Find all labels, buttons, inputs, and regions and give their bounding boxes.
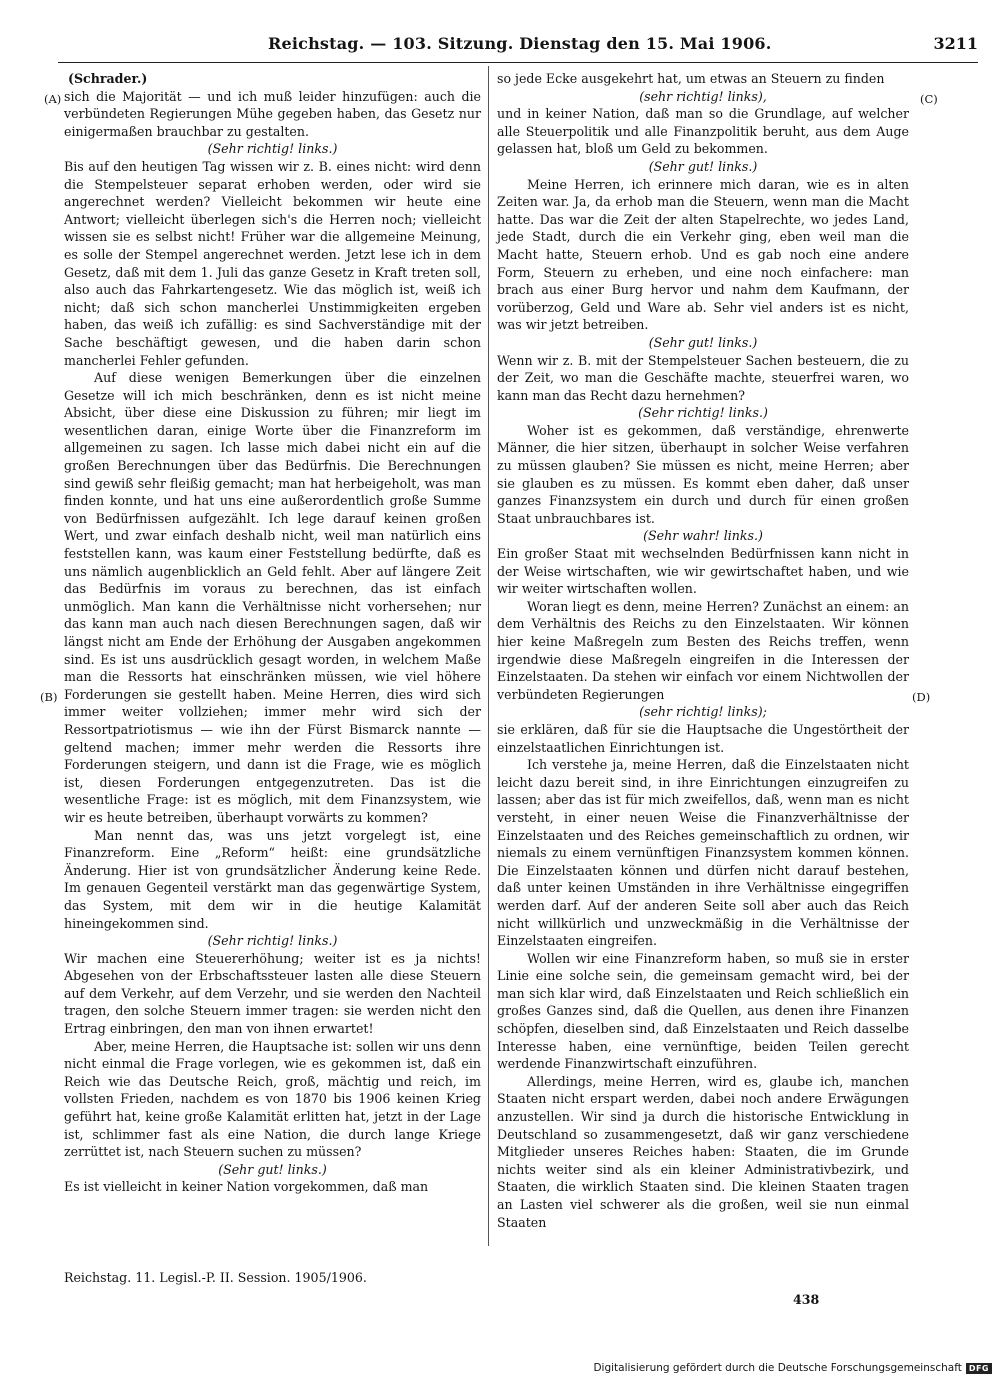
paragraph: Auf diese wenigen Bemerkungen über die einzelnen Gesetze will ich mich beschränken, denn es ist nicht meine Absicht, über diese eine Diskussion zu führen; mir liegt im wesentlichen daran, einige Worte über die Finanzreform im allgemeinen zu sagen. Ich lasse mich dabei nicht ein auf die großen Berechnungen über das Bedürfnis. Die Berechnungen sind gewiß sehr fleißig gemacht; man hat herbeigeholt, was man finden konnte, und hat uns eine außerordentlich große Summe von Bedürfnissen aufgezählt. Ich lege darauf keinen großen Wert, und zwar einfach deshalb nicht, weil man natürlich eins feststellen kann, was kaum einer Feststellung bedürfte, daß es uns nämlich augenblicklich an Geld fehlt. Aber auf längere Zeit das Bedürfnis im voraus zu berechnen, das ist einfach unmöglich. Man kann die Verhältnisse nicht vorhersehen; nur das kann man auch nach diesen Berechnungen sagen, daß wir längst nicht am Ende der Erhöhung der Ausgaben angekommen sind. Es ist uns ausdrücklich gesagt worden, in welchem Maße man die Ressorts hat einschränken müssen, wie viel höhere Forderungen sie gestellt haben. Meine Herren, dies wird sich immer weiter vollziehen; immer mehr wird sich der Ressortpatriotismus — wie ihn der Fürst Bismarck nannte — geltend machen; immer mehr werden die Ressorts ihre Forderungen steigern, und dann ist die Frage, wie es möglich ist, diesen Forderungen entgegenzutreten. Das ist die wesentliche Frage: ist es möglich, mit dem Finanzsystem, wie wir es heute betreiben, überhaupt vorwärts zu kommen? [64, 370, 481, 825]
paragraph: sie erklären, daß für sie die Hauptsache die Ungestörtheit der einzelstaatlichen Einrichtungen ist. [497, 721, 909, 755]
column-divider [488, 66, 489, 1246]
footer-session: Reichstag. 11. Legisl.-P. II. Session. 1905/1906. [64, 1270, 367, 1285]
paragraph: Aber, meine Herren, die Hauptsache ist: sollen wir uns denn nicht einmal die Frage vorlegen, wie es gekommen ist, daß ein Reich wie das Deutsche Reich, groß, mächtig und reich, im vollsten Frieden, nachdem es von 1870 bis 1906 keinen Krieg geführt hat, keine große Kalamität erlitten hat, jetzt in der Lage ist, schlimmer fast als eine Nation, die durch lange Kriege zerrüttet ist, nach Steuern suchen zu müssen? [64, 1038, 481, 1160]
interjection: (Sehr gut! links.) [648, 158, 758, 174]
digitization-note [593, 1362, 992, 1374]
paragraph: Allerdings, meine Herren, wird es, glaube ich, manchen Staaten nicht erspart werden, dabei noch andere Erwägungen anzustellen. Wir sind ja durch die historische Entwicklung in Deutschland so zusammengesetzt, daß wir ganz verschiedene Mitglieder unseres Reiches haben: Staaten, die im Grunde nichts weiter sind als ein kleiner Administrativbezirk, und Staaten, die wirklich Staaten sind. Die kleinen Staaten tragen an Lasten viel schwerer als die großen, weil sie nun einmal Staaten [497, 1073, 909, 1230]
paragraph: Meine Herren, ich erinnere mich daran, wie es in alten Zeiten war. Ja, da erhob man die Steuern, wenn man die Macht hatte. Das war die Zeit der alten Stapelrechte, wo jedes Land, jede Stadt, durch die ein Verkehr ging, eben weil man die Macht hatte, Steuern erhob. Und es gab noch eine andere Form, Steuern zu erheben, und eine noch einfachere: man brach aus einer Burg hervor und nahm dem Kaufmann, der vorüberzog, Geld und Ware ab. Sehr viel anders ist es nicht, was wir jetzt betreiben. [497, 176, 909, 333]
paragraph: Bis auf den heutigen Tag wissen wir z. B. eines nicht: wird denn die Stempelsteuer separat erhoben werden, oder wird sie angerechnet werden? Vielleicht bekommen wir heute eine Antwort; vielleicht überlegen sich's die Herren noch; vielleicht wissen sie es selbst nicht! Früher war die allgemeine Meinung, es solle der Stempel angerechnet werden. Jetzt lese ich in dem Gesetz, daß mit dem 1. Juli das ganze Gesetz in Kraft treten soll, also auch das Fahrkartengesetz. Wie das möglich ist, weiß ich nicht; daß sich schon mancherlei Unstimmigkeiten ergeben haben, das weiß ich zufällig: es sind Sachverständige mit der Sache beschäftigt gewesen, und die haben darin schon mancherlei Fehler gefunden. [64, 158, 481, 368]
paragraph: Wenn wir z. B. mit der Stempelsteuer Sachen besteuern, die zu der Zeit, wo man die Geschäfte machte, steuerfrei waren, wo kann man das Recht dazu hernehmen? [497, 352, 909, 403]
page-header [0, 30, 1000, 64]
interjection: (Sehr richtig! links.) [638, 405, 768, 421]
paragraph: Ein großer Staat mit wechselnden Bedürfnissen kann nicht in der Weise wirtschaften, wie wir gewirtschaftet haben, und wie wir weiter wirtschaften wollen. [497, 546, 909, 597]
paragraph: und in keiner Nation, daß man so die Grundlage, auf welcher alle Steuerpolitik und alle Finanzpolitik beruht, aus dem Auge gelassen hat, bloß um Geld zu bekommen. [497, 106, 909, 157]
interjection: (sehr richtig! links), [639, 88, 767, 104]
speaker-name: (Schrader.) [68, 71, 148, 86]
paragraph: Wollen wir eine Finanzreform haben, so muß sie in erster Linie eine solche sein, die gemeinsam gemacht wird, bei der man sich klar wird, daß Einzelstaaten und Reich schließlich ein großes Ganzes sind, daß die Quellen, aus denen ihre Finanzen schöpfen, dieselben sind, daß Einzelstaaten und Reich dasselbe Interesse haben, eine vernünftige, beiden Teilen gerecht werdende Finanzwirtschaft einzuführen. [497, 950, 909, 1072]
footer-signature: 438 [793, 1292, 820, 1307]
margin-marker-a: (A) [44, 92, 62, 106]
paragraph: Woher ist es gekommen, daß verständige, ehrenwerte Männer, die hier sitzen, überhaupt in solcher Weise verfahren zu müssen glauben? Sie müssen es nicht, meine Herren; aber sie glauben es zu müssen. Es kommt eben daher, daß unser ganzes Finanzsystem ein durch und durch für einen großen Staat unbrauchbares ist. [497, 422, 909, 526]
right-column [497, 70, 909, 1231]
paragraph: Es ist vielleicht in keiner Nation vorgekommen, daß man [64, 1179, 429, 1195]
left-column [64, 70, 481, 1196]
paragraph: Wir machen eine Steuererhöhung; weiter ist es ja nichts! Abgesehen von der Erbschaftssteuer lasten alle diese Steuern auf dem Verkehr, auf dem Verzehr, und sie werden den Nachteil tragen, den solche Steuern immer tragen: sie werden nicht den Ertrag einbringen, den man von ihnen erwartet! [64, 950, 481, 1037]
paragraph: so jede Ecke ausgekehrt hat, um etwas an Steuern zu finden [497, 71, 885, 86]
paragraph: Ich verstehe ja, meine Herren, daß die Einzelstaaten nicht leicht dazu bereit sind, in ihre Einrichtungen einzugreifen zu lassen; aber das ist für mich zweifellos, daß, wenn man es nicht versteht, in einer neuen Weise die Finanzverhältnisse der Einzelstaaten und des Reiches gemeinschaftlich zu ordnen, wir niemals zu einem vernünftigen Finanzsystem kommen können. Die Einzelstaaten können und dürfen nicht darauf bestehen, daß unter keinen Umständen in ihre Verhältnisse eingegriffen werden darf. Auf der anderen Seite soll aber auch das Reich nicht willkürlich und unzweckmäßig in die Verhältnisse der Einzelstaaten eingreifen. [497, 757, 909, 949]
margin-marker-d: (D) [912, 690, 931, 704]
dfg-logo: DFG [966, 1363, 992, 1374]
interjection: (Sehr wahr! links.) [643, 528, 763, 544]
page-number: 3211 [933, 34, 978, 53]
header-rule [58, 62, 978, 63]
margin-marker-c: (C) [920, 92, 938, 106]
paragraph: Man nennt das, was uns jetzt vorgelegt ist, eine Finanzreform. Eine „Reform“ heißt: eine grundsätzliche Änderung. Hier ist von grundsätzlicher Änderung keine Rede. Im genauen Gegenteil verstärkt man das gegenwärtige System, das System, mit dem wir in die heutige Kalamität hineingekommen sind. [64, 827, 481, 931]
paragraph: sich die Majorität — und ich muß leider hinzufügen: auch die verbündeten Regierungen Mühe gegeben haben, das Gesetz nur einigermaßen brauchbar zu gestalten. [64, 88, 481, 139]
paragraph: Woran liegt es denn, meine Herren? Zunächst an einem: an dem Verhältnis des Reichs zu den Einzelstaaten. Wir können hier keine Maßregeln zum Besten des Reichs treffen, wenn irgendwie diese Maßregeln eingreifen in die Interessen der Einzelstaaten. Da stehen wir einfach vor einem Nichtwollen der verbündeten Regierungen [497, 598, 909, 702]
interjection: (Sehr richtig! links.) [207, 141, 338, 157]
margin-marker-b: (B) [40, 690, 58, 704]
interjection: (Sehr gut! links.) [648, 334, 758, 350]
interjection: (sehr richtig! links); [639, 704, 767, 720]
header-title: Reichstag. — 103. Sitzung. Dienstag den 15. Mai 1906. [268, 34, 772, 53]
digitization-text: Digitalisierung gefördert durch die Deutsche Forschungsgemeinschaft [593, 1362, 962, 1374]
interjection: (Sehr gut! links.) [218, 1161, 327, 1177]
interjection: (Sehr richtig! links.) [207, 933, 338, 949]
